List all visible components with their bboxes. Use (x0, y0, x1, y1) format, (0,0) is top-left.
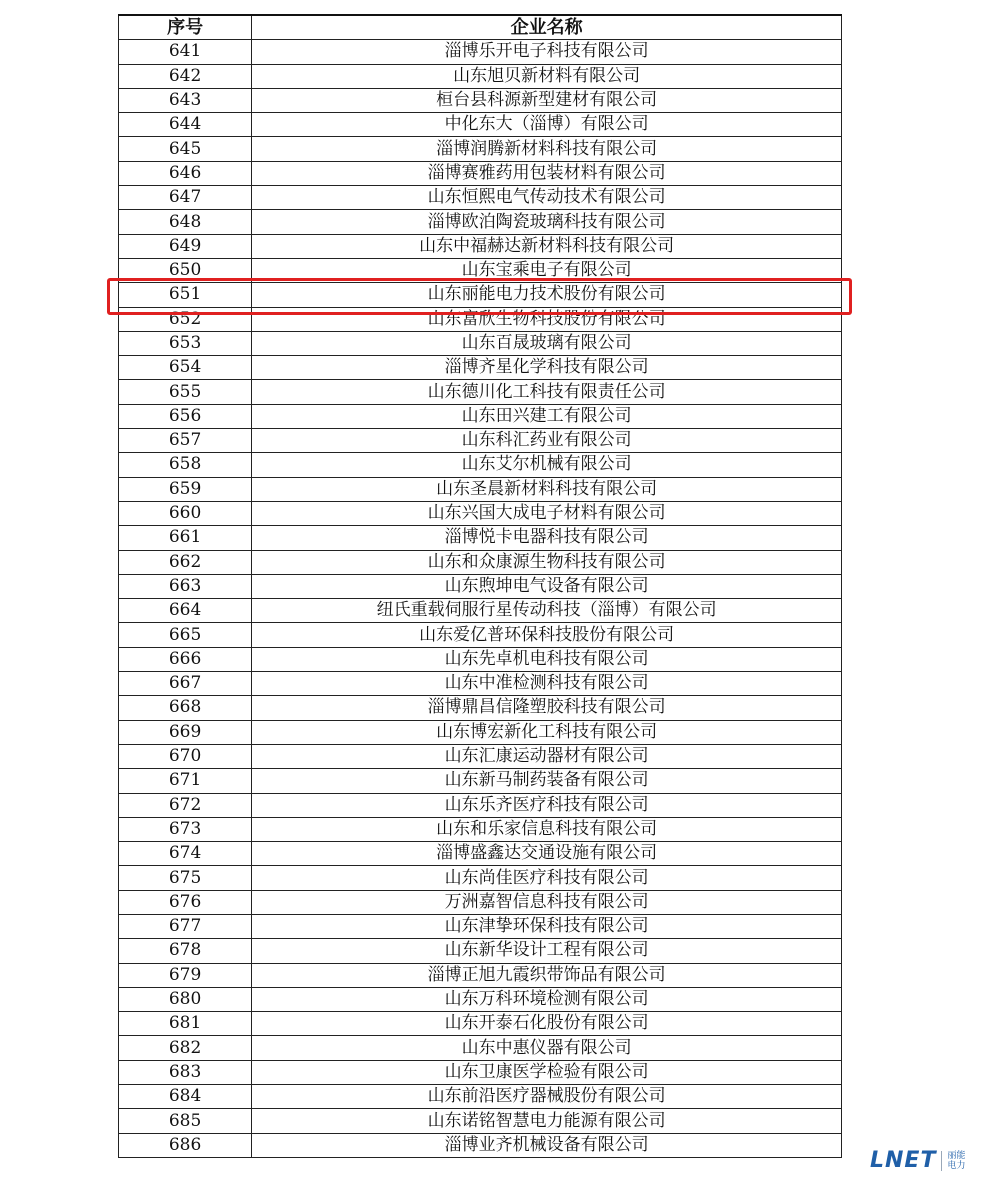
row-index: 676 (119, 890, 252, 914)
row-index: 666 (119, 647, 252, 671)
row-index: 674 (119, 842, 252, 866)
table-row (119, 429, 842, 453)
row-index: 653 (119, 331, 252, 355)
table-row (119, 113, 842, 137)
table-row (119, 40, 842, 64)
row-index: 667 (119, 672, 252, 696)
row-index: 680 (119, 987, 252, 1011)
row-index: 686 (119, 1133, 252, 1157)
table-row (119, 744, 842, 768)
row-index: 649 (119, 234, 252, 258)
header-company-name: 企业名称 (252, 15, 842, 40)
row-index: 665 (119, 623, 252, 647)
table-row (119, 283, 842, 307)
table-row (119, 866, 842, 890)
table-row (119, 623, 842, 647)
row-index: 681 (119, 1012, 252, 1036)
row-company-name: 山东乐齐医疗科技有限公司 (252, 793, 842, 817)
row-company-name: 淄博乐开电子科技有限公司 (252, 40, 842, 64)
table-row (119, 501, 842, 525)
table-row (119, 234, 842, 258)
row-company-name: 山东艾尔机械有限公司 (252, 453, 842, 477)
row-company-name: 山东万科环境检测有限公司 (252, 987, 842, 1011)
table-row (119, 1060, 842, 1084)
row-index: 655 (119, 380, 252, 404)
row-company-name: 山东富欣生物科技股份有限公司 (252, 307, 842, 331)
row-index: 648 (119, 210, 252, 234)
row-company-name: 淄博欧泊陶瓷玻璃科技有限公司 (252, 210, 842, 234)
row-company-name: 淄博业齐机械设备有限公司 (252, 1133, 842, 1157)
row-company-name: 纽氏重载伺服行星传动科技（淄博）有限公司 (252, 599, 842, 623)
row-company-name: 山东汇康运动器材有限公司 (252, 744, 842, 768)
row-index: 662 (119, 550, 252, 574)
logo-subtitle: 丽能电力 (947, 1150, 966, 1171)
table-row (119, 1109, 842, 1133)
table-row (119, 720, 842, 744)
table-row (119, 258, 842, 282)
row-company-name: 淄博润腾新材料科技有限公司 (252, 137, 842, 161)
table-row (119, 137, 842, 161)
table-row (119, 550, 842, 574)
row-company-name: 山东尚佳医疗科技有限公司 (252, 866, 842, 890)
row-index: 652 (119, 307, 252, 331)
table-row (119, 939, 842, 963)
logo-divider (941, 1151, 942, 1171)
table-row (119, 987, 842, 1011)
row-company-name: 山东津挚环保科技有限公司 (252, 914, 842, 938)
row-company-name: 山东百晟玻璃有限公司 (252, 331, 842, 355)
row-company-name: 淄博悦卡电器科技有限公司 (252, 526, 842, 550)
row-index: 677 (119, 914, 252, 938)
table-row (119, 890, 842, 914)
row-index: 668 (119, 696, 252, 720)
row-company-name: 山东宝乘电子有限公司 (252, 258, 842, 282)
row-index: 675 (119, 866, 252, 890)
row-company-name: 山东恒熙电气传动技术有限公司 (252, 186, 842, 210)
row-company-name: 山东爱亿普环保科技股份有限公司 (252, 623, 842, 647)
row-index: 671 (119, 769, 252, 793)
row-company-name: 山东前沿医疗器械股份有限公司 (252, 1085, 842, 1109)
table-row (119, 769, 842, 793)
table-row (119, 793, 842, 817)
row-index: 682 (119, 1036, 252, 1060)
table-row (119, 599, 842, 623)
table-row (119, 477, 842, 501)
row-index: 651 (119, 283, 252, 307)
table-row (119, 914, 842, 938)
table-row (119, 356, 842, 380)
row-company-name: 淄博盛鑫达交通设施有限公司 (252, 842, 842, 866)
table-row (119, 1133, 842, 1157)
row-index: 660 (119, 501, 252, 525)
table-row (119, 210, 842, 234)
row-company-name: 山东和众康源生物科技有限公司 (252, 550, 842, 574)
header-index: 序号 (119, 15, 252, 40)
row-index: 661 (119, 526, 252, 550)
table-row (119, 380, 842, 404)
table-row (119, 64, 842, 88)
table-row (119, 817, 842, 841)
table-row (119, 186, 842, 210)
row-company-name: 山东德川化工科技有限责任公司 (252, 380, 842, 404)
table-row (119, 331, 842, 355)
table-row (119, 307, 842, 331)
row-company-name: 山东田兴建工有限公司 (252, 404, 842, 428)
table-row (119, 88, 842, 112)
row-index: 645 (119, 137, 252, 161)
table-row (119, 453, 842, 477)
row-index: 679 (119, 963, 252, 987)
table-row (119, 574, 842, 598)
row-index: 643 (119, 88, 252, 112)
table-row (119, 647, 842, 671)
row-index: 672 (119, 793, 252, 817)
row-company-name: 山东卫康医学检验有限公司 (252, 1060, 842, 1084)
row-index: 663 (119, 574, 252, 598)
row-index: 683 (119, 1060, 252, 1084)
table-row (119, 404, 842, 428)
row-company-name: 山东兴国大成电子材料有限公司 (252, 501, 842, 525)
table-row (119, 526, 842, 550)
row-company-name: 山东和乐家信息科技有限公司 (252, 817, 842, 841)
table-row (119, 1036, 842, 1060)
company-list-table (118, 14, 842, 1158)
row-company-name: 中化东大（淄博）有限公司 (252, 113, 842, 137)
row-index: 669 (119, 720, 252, 744)
row-company-name: 山东丽能电力技术股份有限公司 (252, 283, 842, 307)
table-row (119, 1012, 842, 1036)
table-row (119, 842, 842, 866)
row-index: 654 (119, 356, 252, 380)
row-index: 657 (119, 429, 252, 453)
row-company-name: 淄博鼎昌信隆塑胶科技有限公司 (252, 696, 842, 720)
row-company-name: 山东中准检测科技有限公司 (252, 672, 842, 696)
row-company-name: 淄博正旭九霞织带饰品有限公司 (252, 963, 842, 987)
row-company-name: 山东煦坤电气设备有限公司 (252, 574, 842, 598)
row-index: 647 (119, 186, 252, 210)
row-company-name: 山东先卓机电科技有限公司 (252, 647, 842, 671)
table-body (119, 40, 842, 1158)
row-index: 670 (119, 744, 252, 768)
row-company-name: 山东圣晨新材料科技有限公司 (252, 477, 842, 501)
row-company-name: 山东诺铭智慧电力能源有限公司 (252, 1109, 842, 1133)
row-company-name: 桓台县科源新型建材有限公司 (252, 88, 842, 112)
table-row (119, 963, 842, 987)
row-index: 646 (119, 161, 252, 185)
logo-text: LNET (870, 1148, 937, 1173)
row-index: 673 (119, 817, 252, 841)
row-company-name: 山东科汇药业有限公司 (252, 429, 842, 453)
row-company-name: 山东中福赫达新材料科技有限公司 (252, 234, 842, 258)
row-index: 664 (119, 599, 252, 623)
row-index: 685 (119, 1109, 252, 1133)
table-row (119, 1085, 842, 1109)
company-logo (870, 1148, 967, 1173)
row-index: 641 (119, 40, 252, 64)
row-index: 658 (119, 453, 252, 477)
row-index: 650 (119, 258, 252, 282)
row-company-name: 万洲嘉智信息科技有限公司 (252, 890, 842, 914)
table-row (119, 161, 842, 185)
row-company-name: 山东博宏新化工科技有限公司 (252, 720, 842, 744)
row-company-name: 山东旭贝新材料有限公司 (252, 64, 842, 88)
row-company-name: 淄博齐星化学科技有限公司 (252, 356, 842, 380)
row-index: 656 (119, 404, 252, 428)
row-company-name: 山东中惠仪器有限公司 (252, 1036, 842, 1060)
row-company-name: 山东新马制药装备有限公司 (252, 769, 842, 793)
row-company-name: 山东新华设计工程有限公司 (252, 939, 842, 963)
table-row (119, 696, 842, 720)
row-index: 644 (119, 113, 252, 137)
row-company-name: 淄博赛雅药用包装材料有限公司 (252, 161, 842, 185)
row-index: 659 (119, 477, 252, 501)
header-row (119, 15, 842, 40)
row-index: 678 (119, 939, 252, 963)
row-index: 684 (119, 1085, 252, 1109)
row-company-name: 山东开泰石化股份有限公司 (252, 1012, 842, 1036)
row-index: 642 (119, 64, 252, 88)
table-row (119, 672, 842, 696)
